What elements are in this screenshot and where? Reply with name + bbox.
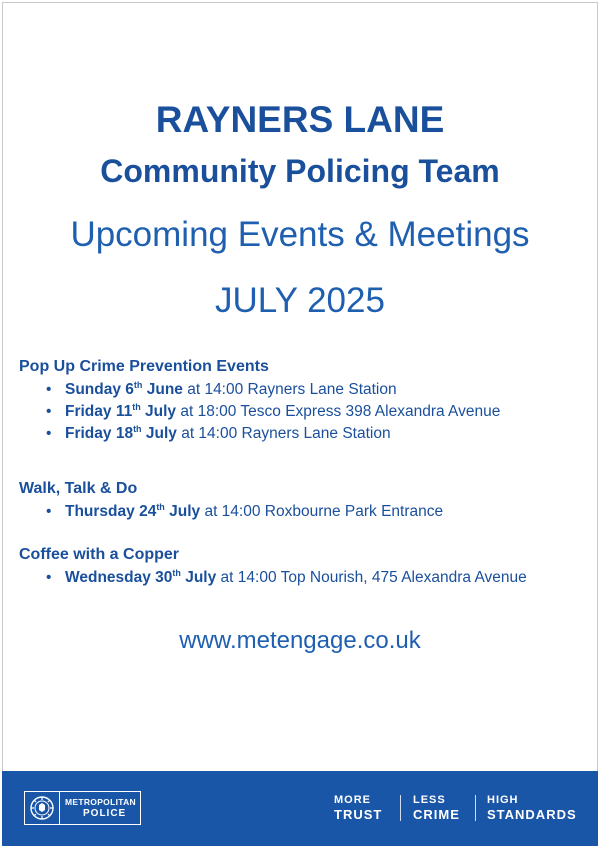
event-item — [19, 567, 599, 589]
motto-bottom: STANDARDS — [487, 807, 577, 822]
metropolitan-police-crest-icon — [25, 792, 59, 824]
event-month: July — [164, 503, 201, 520]
event-item — [19, 501, 599, 523]
event-day: Wednesday 30 — [65, 569, 173, 586]
motto-top: HIGH — [487, 794, 519, 806]
event-list — [19, 501, 599, 523]
motto-divider — [475, 795, 476, 821]
event-detail: at 14:00 Top Nourish, 475 Alexandra Avenue — [216, 569, 527, 586]
event-item — [19, 379, 599, 401]
event-day: Sunday 6 — [65, 381, 134, 398]
bullet: • — [46, 425, 52, 442]
section-heading: Pop Up Crime Prevention Events — [19, 358, 269, 375]
motto-bottom: CRIME — [413, 807, 460, 822]
event-day-suffix: th — [172, 567, 181, 578]
event-day-suffix: th — [133, 379, 143, 390]
event-month: July — [140, 403, 177, 420]
bullet: • — [46, 569, 52, 586]
motto-divider — [400, 795, 401, 821]
event-list — [19, 379, 599, 445]
event-month: July — [180, 569, 217, 586]
event-day-suffix: th — [132, 401, 141, 412]
bullet: • — [46, 503, 52, 520]
motto-more-trust — [334, 793, 382, 823]
logo-text-line2: POLICE — [83, 807, 127, 819]
event-detail: at 14:00 Rayners Lane Station — [182, 381, 397, 398]
event-day: Friday 18 — [65, 425, 134, 442]
event-day-suffix: th — [156, 501, 165, 512]
events-subtitle: Upcoming Events & Meetings — [70, 215, 530, 254]
section-pop-up-events — [19, 357, 599, 445]
section-coffee-with-copper — [19, 545, 599, 589]
event-item — [19, 401, 599, 423]
motto-high-standards — [487, 793, 577, 823]
website-link[interactable]: www.metengage.co.uk — [179, 627, 421, 654]
event-detail: at 18:00 Tesco Express 398 Alexandra Avenue — [176, 403, 501, 420]
event-list — [19, 567, 599, 589]
flyer-page — [2, 2, 598, 846]
logo-text-line1: METROPOLITAN — [65, 796, 136, 807]
event-item — [19, 423, 599, 445]
team-location-title: RAYNERS LANE — [155, 99, 445, 140]
event-day: Friday 11 — [65, 403, 133, 420]
footer-banner — [2, 771, 598, 846]
team-name-title: Community Policing Team — [100, 153, 500, 189]
motto-top: LESS — [413, 794, 446, 806]
motto-bottom: TRUST — [334, 807, 383, 822]
section-walk-talk-do — [19, 479, 599, 523]
month-title: JULY 2025 — [215, 281, 385, 320]
event-day: Thursday 24 — [65, 503, 157, 520]
event-month: July — [141, 425, 177, 442]
motto-top: MORE — [334, 794, 371, 806]
event-month: June — [142, 381, 183, 398]
event-detail: at 14:00 Roxbourne Park Entrance — [200, 503, 444, 520]
event-detail: at 14:00 Rayners Lane Station — [176, 425, 391, 442]
bullet: • — [46, 403, 52, 420]
motto-less-crime — [413, 793, 460, 823]
section-heading: Walk, Talk & Do — [19, 480, 138, 497]
event-day-suffix: th — [133, 423, 142, 434]
bullet: • — [46, 381, 52, 398]
section-heading: Coffee with a Copper — [19, 546, 180, 563]
met-police-logo — [24, 791, 141, 825]
